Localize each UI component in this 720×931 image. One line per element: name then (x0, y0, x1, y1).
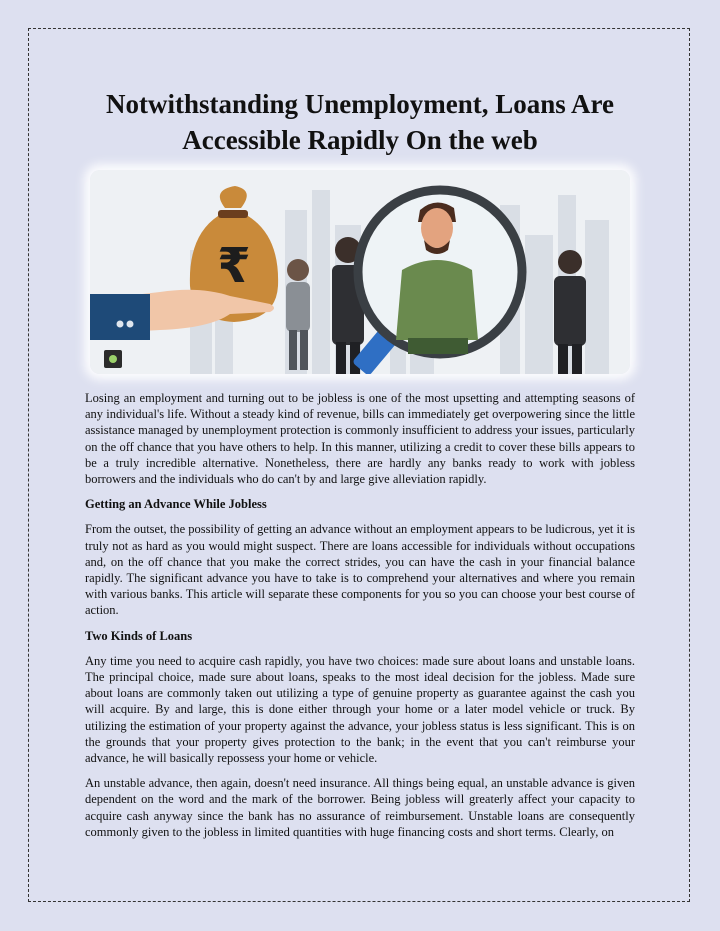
section-heading-advance: Getting an Advance While Jobless (85, 497, 267, 512)
paragraph-unsecured: An unstable advance, then again, doesn't need insurance. All things being equal, an unstable advance is given dependent on the word and the mark of the borrower. Being jobless will greaterly affect your capacity to acquire cash anyway since the bank has no assurance of reimbursement. Unstable loans are consequently commonly given to the jobless in limited quantities with huge financing costs and short terms. Clearly, on (85, 776, 635, 839)
hero-illustration (90, 170, 630, 374)
paragraph-intro: Losing an employment and turning out to be jobless is one of the most upsetting and attempting seasons of any individual's life. Without a steady kind of revenue, bills can immediately get overpowering since the little assistance managed by unemployment protection is commonly insufficient to address your issues, particularly on the off chance that you have others to help. In this manner, utilizing a credit to cover these bills appears to be a truly incredible alternative. Nonetheless, there are hardly any banks ready to work with jobless borrowers and the individuals who do can't by and large give alleviation rapidly. (85, 391, 635, 487)
article-title (60, 86, 660, 158)
logo-badge-icon (104, 350, 122, 368)
title-line-1: Notwithstanding Unemployment, Loans Are (105, 89, 615, 119)
title-line-2: Accessible Rapidly On the web (182, 125, 538, 155)
section-heading-kinds: Two Kinds of Loans (85, 628, 193, 643)
paragraph-outset: From the outset, the possibility of getting an advance without an employment appears to be ludicrous, yet it is truly not as hard as you would might suspect. There are loans accessible for individuals without occupations and, on the off chance that you make the correct strides, you can have the cash in your financial balance rapidly. The significant advance you have to take is to comprehend your alternatives and where you remain with various banks. This article will separate these components for you so you can choose your best course of action. (85, 522, 635, 618)
article-body (85, 390, 635, 849)
svg-text:₹: ₹ (217, 238, 251, 294)
hero-svg (90, 170, 630, 374)
paragraph-secured: Any time you need to acquire cash rapidly, you have two choices: made sure about loans and unstable loans. The principal choice, made sure about loans, speaks to the most ideal decision for the jobless. Made sure about loans are commonly taken out utilizing a type of genuine property as guarantee against the cash you will acquire. By and large, this is done either through your home or a later model vehicle or truck. By utilizing the estimation of your property against the advance, your jobless status is less significant. This is on the grounds that your property gives protection to the bank; in the event that you can't reimburse your advance, he will basically repossess your home or vehicle. (85, 653, 635, 766)
